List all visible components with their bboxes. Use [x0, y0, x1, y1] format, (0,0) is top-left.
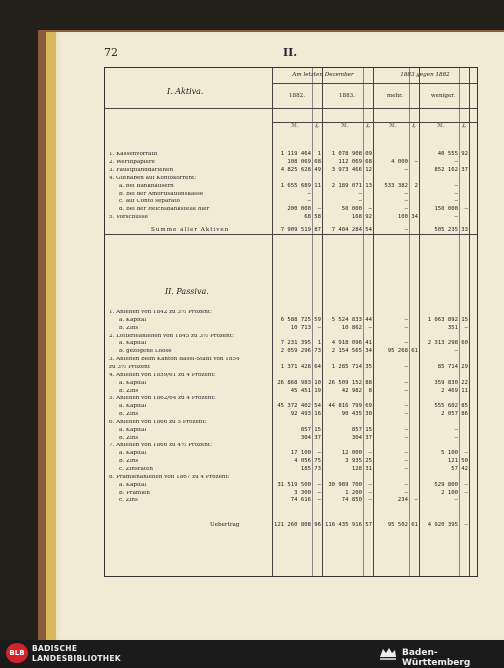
value-1883-pf: 35 [365, 363, 372, 370]
value-1882-pf: 75 [314, 458, 321, 465]
value-less-mark: — [454, 198, 458, 205]
value-1883-mark: 44 816 799 [328, 403, 362, 410]
value-less-mark: — [454, 426, 458, 433]
value-less-pf: — [464, 450, 468, 457]
value-1883-pf: 44 [365, 316, 372, 323]
year-1882-header: 1882. [288, 93, 305, 99]
column-rule [373, 68, 374, 576]
page-number: 72 [104, 46, 118, 59]
value-1883-mark: 2 189 071 [331, 182, 362, 189]
value-less-pf: 22 [461, 379, 468, 386]
value-1882-mark: 17 100 [290, 450, 311, 457]
value-more-mark: — [404, 489, 408, 496]
mark-unit: ℳ. [389, 123, 397, 129]
value-1882-pf: 1 [317, 151, 321, 157]
value-1882-mark: 200 000 [287, 206, 311, 213]
row-label: 3. Faustpfanddarlehen [109, 167, 174, 173]
value-less-mark: 150 000 [434, 206, 458, 213]
value-1882-pf: — [317, 206, 321, 213]
row-label: c. Zins [119, 498, 138, 504]
value-less-pf: 15 [461, 316, 468, 323]
blb-logo-icon: BLB [6, 643, 28, 663]
row-label: a. Kapital [119, 427, 147, 433]
row-label: b. Zins [119, 325, 139, 331]
header-rule [272, 83, 477, 84]
value-1882-mark: 45 372 402 [277, 403, 311, 410]
value-1883-mark: 30 989 700 [328, 481, 362, 488]
value-1882-mark: — [307, 198, 311, 205]
value-1882-mark: 74 616 [290, 497, 311, 504]
value-1882-pf: 37 [314, 434, 321, 441]
row-label: 4. Anlehen von 1859/61 zu 4 Prozent: [109, 372, 216, 378]
row-label: b. Zins [119, 388, 139, 394]
mark-unit: ℳ. [291, 123, 299, 129]
value-1883-mark: 168 [351, 214, 362, 221]
value-1883-pf: 12 [365, 166, 372, 173]
carry-more-mark: 95 502 [387, 522, 408, 528]
mark-unit: ℳ. [341, 123, 349, 129]
value-1883-mark: 1 078 908 [331, 151, 362, 157]
value-more-mark: 4 000 [391, 158, 408, 165]
header-rule [105, 108, 477, 109]
value-1882-mark: 10 713 [290, 324, 311, 331]
value-less-pf: 29 [461, 363, 468, 370]
value-more-mark: — [404, 426, 408, 433]
value-more-mark: — [404, 466, 408, 472]
value-less-pf: 42 [461, 466, 468, 472]
value-1882-mark: 6 588 725 [280, 316, 311, 323]
value-1882-pf: 1 [317, 340, 321, 347]
group-header-comparison: 1883 gegen 1882 [400, 72, 450, 78]
value-less-mark: 2 313 298 [427, 340, 458, 347]
value-more-mark: — [404, 363, 408, 370]
value-less-mark: 2 100 [441, 489, 458, 496]
value-less-pf: 60 [461, 340, 468, 347]
value-1883-pf: 31 [365, 466, 372, 472]
value-more-pf: — [414, 497, 418, 504]
library-name-line2: LANDESBIBLIOTHEK [32, 654, 121, 663]
value-more-mark: 234 [397, 497, 408, 504]
value-less-mark: — [454, 214, 458, 221]
row-label: b. Zins [119, 435, 139, 441]
row-label: b. Prämien [119, 490, 150, 496]
value-more-mark: — [404, 198, 408, 205]
value-1883-mark: 112 069 [338, 158, 362, 165]
value-less-pf: — [464, 324, 468, 331]
value-less-mark: 2 469 [441, 387, 458, 394]
carry-1882-mark: 121 260 808 [273, 522, 311, 528]
value-1882-mark: 31 519 500 [277, 481, 311, 488]
column-rule [419, 68, 420, 576]
value-1883-mark: 26 509 152 [328, 379, 362, 386]
value-more-mark: 95 268 [387, 348, 408, 355]
value-less-mark: 1 063 892 [427, 316, 458, 323]
value-more-mark: — [404, 379, 408, 386]
row-label: 2. Werthpapiere [109, 159, 155, 165]
row-label: a. Kapital [119, 380, 147, 386]
value-1883-pf: 09 [365, 151, 372, 157]
ledger-table [104, 67, 478, 577]
footer-bar [0, 640, 504, 666]
row-label: 1. Anlehen von 1842 zu 3½ Prozent: [109, 310, 212, 315]
value-more-pf: 61 [411, 348, 418, 355]
total-1883-pf: 54 [365, 227, 372, 233]
row-label: 1. Kassenvorrath [109, 152, 158, 157]
value-1882-pf: — [317, 450, 321, 457]
carry-less-pf: — [464, 522, 468, 528]
value-more-pf: 2 [414, 182, 418, 189]
value-1883-pf: 15 [365, 426, 372, 433]
value-less-mark: — [454, 190, 458, 197]
row-label: a. bei Bankhäusern [119, 183, 174, 189]
value-1883-mark: — [358, 190, 362, 197]
value-more-mark: — [404, 434, 408, 441]
value-1883-pf: 69 [365, 403, 372, 410]
value-1882-pf: 73 [314, 466, 321, 472]
total-less-pf: 33 [461, 227, 468, 233]
value-1882-pf: — [317, 497, 321, 504]
carry-more-pf: 61 [411, 522, 418, 528]
total-1882-mark: 7 909 519 [280, 227, 311, 233]
value-1882-mark: 45 451 [290, 387, 311, 394]
value-1883-mark: 2 154 565 [331, 348, 362, 355]
total-rule [105, 234, 477, 235]
pfennig-unit: ₰. [365, 123, 371, 129]
value-1883-pf: 8 [368, 387, 372, 394]
total-1883-mark: 7 404 284 [331, 227, 362, 233]
column-rule [469, 68, 470, 576]
more-header: mehr. [386, 93, 404, 99]
value-less-mark: 2 057 [441, 411, 458, 418]
mark-unit: ℳ. [437, 123, 445, 129]
row-label: d. bei der Reichsbankstelle hier [119, 207, 210, 213]
value-1882-mark: 304 [300, 434, 311, 441]
value-1882-mark: 857 [300, 426, 311, 433]
value-1883-pf: — [368, 481, 372, 488]
value-1882-pf: 16 [314, 411, 321, 418]
value-less-mark: 5 100 [441, 450, 458, 457]
year-1883-header: 1883. [338, 93, 355, 99]
value-1882-mark: 3 300 [294, 489, 311, 496]
less-header: weniger. [430, 93, 456, 99]
value-1882-mark: 2 059 296 [280, 348, 311, 355]
value-more-mark: — [404, 316, 408, 323]
value-1883-mark: 42 982 [341, 387, 362, 394]
header-rule [272, 122, 477, 123]
value-1882-mark: — [307, 190, 311, 197]
value-1882-pf: 10 [314, 379, 321, 386]
value-1883-pf: 41 [365, 340, 372, 347]
value-1883-mark: 128 [351, 466, 362, 472]
value-less-pf: 11 [461, 387, 468, 394]
row-label: b. Zins [119, 459, 139, 465]
value-1883-pf: 88 [365, 379, 372, 386]
value-1883-pf: — [368, 324, 372, 331]
row-label: 2. Lotterieanlehen von 1845 zu 3½ Prozent: [109, 333, 234, 339]
total-1882-pf: 87 [314, 227, 321, 233]
value-1882-mark: 26 868 983 [277, 379, 311, 386]
row-label: c. auf Conto separato [119, 199, 180, 205]
value-1883-mark: 857 [351, 426, 362, 433]
group-header-december: Am letzten Dezember [292, 72, 354, 78]
total-less-mark: 505 235 [434, 227, 458, 233]
value-less-mark: 40 555 [437, 151, 458, 157]
value-less-pf: 86 [461, 411, 468, 418]
value-1883-mark: 90 435 [341, 411, 362, 418]
value-1883-pf: 92 [365, 214, 372, 221]
value-more-mark: — [404, 387, 408, 394]
value-1882-pf: 64 [314, 363, 321, 370]
row-label: a. Kapital [119, 341, 147, 347]
state-name: Baden-Württemberg [402, 648, 471, 668]
aktiva-total-label: Summe aller Aktiven [151, 227, 230, 233]
carry-less-mark: 4 920 395 [427, 522, 458, 528]
row-label: a. Kapital [119, 482, 147, 488]
value-less-pf: 50 [461, 458, 468, 465]
value-more-pf: — [414, 158, 418, 165]
value-less-mark: 852 162 [434, 166, 458, 173]
value-1883-mark: 1 285 714 [331, 363, 362, 370]
value-less-mark: 57 [451, 466, 458, 472]
value-1883-mark: 10 862 [341, 324, 362, 331]
row-label: 5. Vorschüsse [109, 215, 148, 221]
value-1882-pf: 59 [314, 316, 321, 323]
value-1882-mark: 92 493 [290, 411, 311, 418]
value-less-pf: — [464, 489, 468, 496]
value-more-mark: — [404, 481, 408, 488]
row-label: 3. Anlehen beim Kanton Basel-Stadt von 1854 [109, 357, 240, 363]
value-1883-mark: 304 [351, 434, 362, 441]
value-1883-mark: 74 850 [341, 497, 362, 504]
pfennig-unit: ₰. [461, 123, 467, 129]
value-1883-mark: 12 000 [341, 450, 362, 457]
baden-wuerttemberg-lion-icon [378, 645, 398, 661]
value-1883-mark: — [358, 198, 362, 205]
value-1883-pf: 37 [365, 434, 372, 441]
value-more-mark: — [404, 166, 408, 173]
value-1883-pf: 25 [365, 458, 372, 465]
value-1882-pf: 19 [314, 387, 321, 394]
value-1883-pf: 68 [365, 158, 372, 165]
value-1883-pf: — [368, 206, 372, 213]
value-more-mark: — [404, 206, 408, 213]
value-1882-pf: 58 [314, 214, 321, 221]
value-less-mark: — [454, 497, 458, 504]
value-1882-mark: 68 [304, 214, 311, 221]
row-label: a. Kapital [119, 317, 147, 323]
page-gilt-edge [46, 32, 56, 640]
value-1883-pf: 13 [365, 182, 372, 189]
row-label: b. gezogene Loose [119, 349, 172, 355]
value-1883-mark: 3 973 466 [331, 166, 362, 173]
row-label: zu 3½ Prozent [109, 364, 150, 370]
value-less-mark: — [454, 348, 458, 355]
section-number: II. [283, 46, 298, 59]
library-name-line1: BADISCHE [32, 644, 78, 653]
value-1883-mark: 3 935 [345, 458, 362, 465]
value-1882-mark: 7 231 395 [280, 340, 311, 347]
value-more-mark: — [404, 458, 408, 465]
value-1883-pf: — [368, 489, 372, 496]
row-label: c. Zinsraten [119, 467, 154, 472]
value-1882-mark: 185 [300, 466, 311, 472]
value-more-pf: 34 [411, 214, 418, 221]
value-less-mark: — [454, 434, 458, 441]
value-less-pf: 92 [461, 151, 468, 157]
value-less-mark: — [454, 182, 458, 189]
pfennig-unit: ₰. [411, 123, 417, 129]
value-1882-mark: 4 056 [294, 458, 311, 465]
value-1882-pf: 11 [314, 182, 321, 189]
carry-label: Uebertrag [210, 522, 240, 528]
row-label: a. Kapital [119, 404, 147, 410]
value-1882-pf: 73 [314, 348, 321, 355]
value-1882-pf: 68 [314, 158, 321, 165]
value-less-mark: 121 [447, 458, 458, 465]
row-label: 6. Anlehen von 1866 zu 5 Prozent: [109, 419, 207, 425]
value-more-mark: — [404, 411, 408, 418]
value-less-pf: 85 [461, 403, 468, 410]
value-less-mark: 351 [447, 324, 458, 331]
row-label: b. Zins [119, 412, 139, 418]
row-label: 5. Anlehen von 1862/64 zu 4 Prozent: [109, 396, 216, 402]
pfennig-unit: ₰. [314, 123, 320, 129]
value-1882-pf: — [317, 324, 321, 331]
value-1882-pf: 49 [314, 166, 321, 173]
value-less-mark: 359 830 [434, 379, 458, 386]
value-less-pf: — [464, 206, 468, 213]
row-label: 8. Prämienanlehen von 1867 zu 4 Prozent: [109, 474, 230, 480]
value-1882-pf: — [317, 481, 321, 488]
value-more-mark: — [404, 450, 408, 457]
value-1882-mark: 4 825 628 [280, 166, 311, 173]
value-1882-mark: 1 371 428 [280, 363, 311, 370]
value-less-pf: — [464, 481, 468, 488]
value-more-mark: — [404, 340, 408, 347]
value-1883-mark: 50 000 [341, 206, 362, 213]
value-1882-pf: — [317, 489, 321, 496]
value-1882-mark: 1 655 689 [280, 182, 311, 189]
value-more-mark: — [404, 403, 408, 410]
value-more-mark: — [404, 324, 408, 331]
row-label: 7. Anlehen von 1866 zu 4½ Prozent: [109, 443, 212, 449]
value-1883-mark: 5 524 833 [331, 316, 362, 323]
value-less-mark: 85 714 [437, 363, 458, 370]
row-label: b. bei der Amortisationskasse [119, 191, 204, 197]
value-1883-mark: 4 918 096 [331, 340, 362, 347]
row-label: 4. Guthaben auf Kontokorrent: [109, 175, 197, 181]
value-1882-mark: 108 069 [287, 158, 311, 165]
carry-1882-pf: 96 [314, 522, 321, 528]
value-more-mark: 533 382 [384, 182, 408, 189]
value-1883-pf: 30 [365, 411, 372, 418]
value-more-mark: 100 [397, 214, 408, 221]
value-less-pf: 37 [461, 166, 468, 173]
value-less-mark: 555 602 [434, 403, 458, 410]
carry-1883-mark: 116 435 916 [324, 522, 362, 528]
value-less-mark: 529 800 [434, 481, 458, 488]
value-1883-mark: 1 200 [345, 489, 362, 496]
value-1882-pf: 54 [314, 403, 321, 410]
value-1882-pf: 15 [314, 426, 321, 433]
value-1883-pf: 34 [365, 348, 372, 355]
passiva-heading: II. Passiva. [165, 287, 209, 296]
value-more-mark: — [404, 190, 408, 197]
aktiva-heading: I. Aktiva. [167, 87, 204, 96]
value-1883-pf: — [368, 497, 372, 504]
value-less-mark: — [454, 158, 458, 165]
value-1883-pf: — [368, 450, 372, 457]
row-label: a. Kapital [119, 451, 147, 457]
value-1882-mark: 1 119 464 [280, 151, 311, 157]
total-more-mark: — [404, 227, 408, 233]
carry-1883-pf: 57 [365, 522, 372, 528]
